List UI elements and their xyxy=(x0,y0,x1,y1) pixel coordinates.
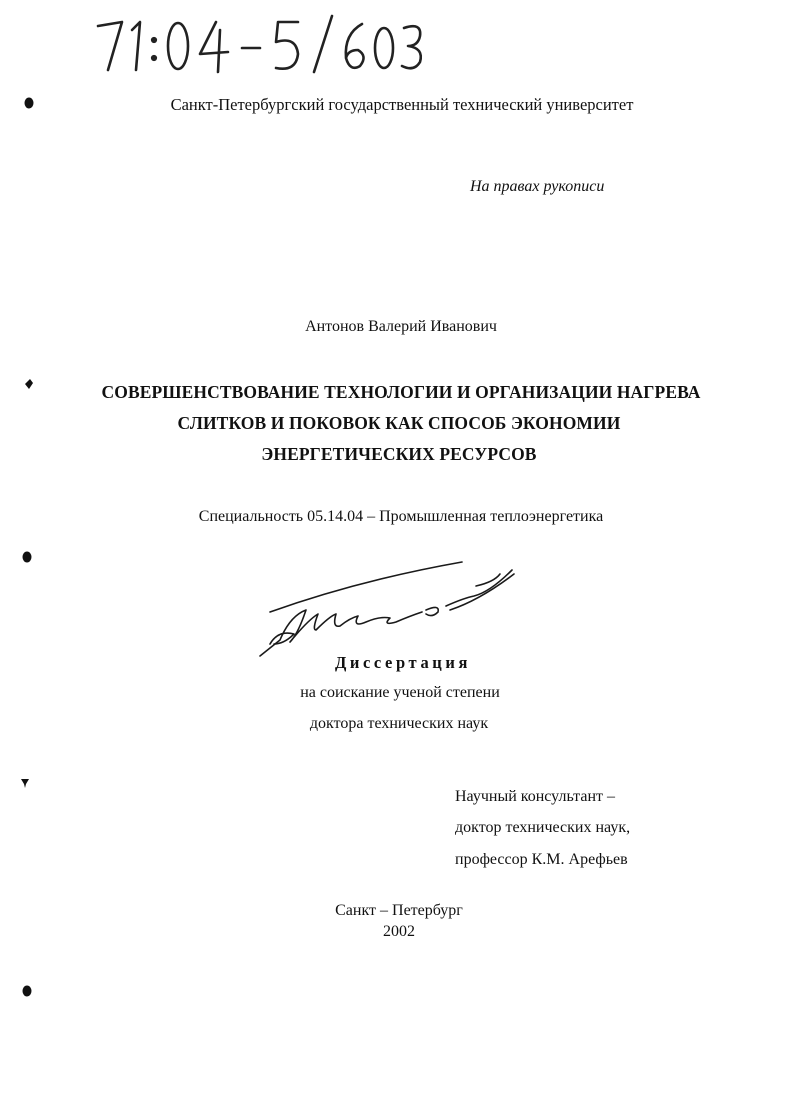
consultant-label: Научный консультант – xyxy=(455,788,615,805)
dissertation-heading: Диссертация xyxy=(334,653,472,672)
dissertation-degree-line: доктора технических наук xyxy=(309,715,489,732)
author-signature xyxy=(250,560,525,665)
specialty: Специальность 05.14.04 – Промышленная теплоэнергетика xyxy=(198,508,604,525)
author-name: Антонов Валерий Иванович xyxy=(305,318,497,335)
consultant-name: профессор К.М. Арефьев xyxy=(455,851,628,868)
thesis-title-line: СОВЕРШЕНСТВОВАНИЕ ТЕХНОЛОГИИ И ОРГАНИЗАЦИИ НАГРЕВА xyxy=(101,382,701,402)
manuscript-rights: На правах рукописи xyxy=(470,178,605,195)
university-name: Санкт-Петербургский государственный технический университет xyxy=(170,95,634,114)
margin-mark xyxy=(22,985,32,997)
consultant-degree: доктор технических наук, xyxy=(455,819,631,836)
year: 2002 xyxy=(383,923,415,940)
city: Санкт – Петербург xyxy=(335,902,463,919)
thesis-title-line: ЭНЕРГЕТИЧЕСКИХ РЕСУРСОВ xyxy=(261,444,537,464)
thesis-title-line: СЛИТКОВ И ПОКОВОК КАК СПОСОБ ЭКОНОМИИ xyxy=(177,413,621,433)
margin-mark xyxy=(20,777,30,789)
handwritten-archive-code xyxy=(92,8,432,78)
margin-mark xyxy=(22,551,32,563)
dissertation-degree-line: на соискание ученой степени xyxy=(300,684,500,701)
